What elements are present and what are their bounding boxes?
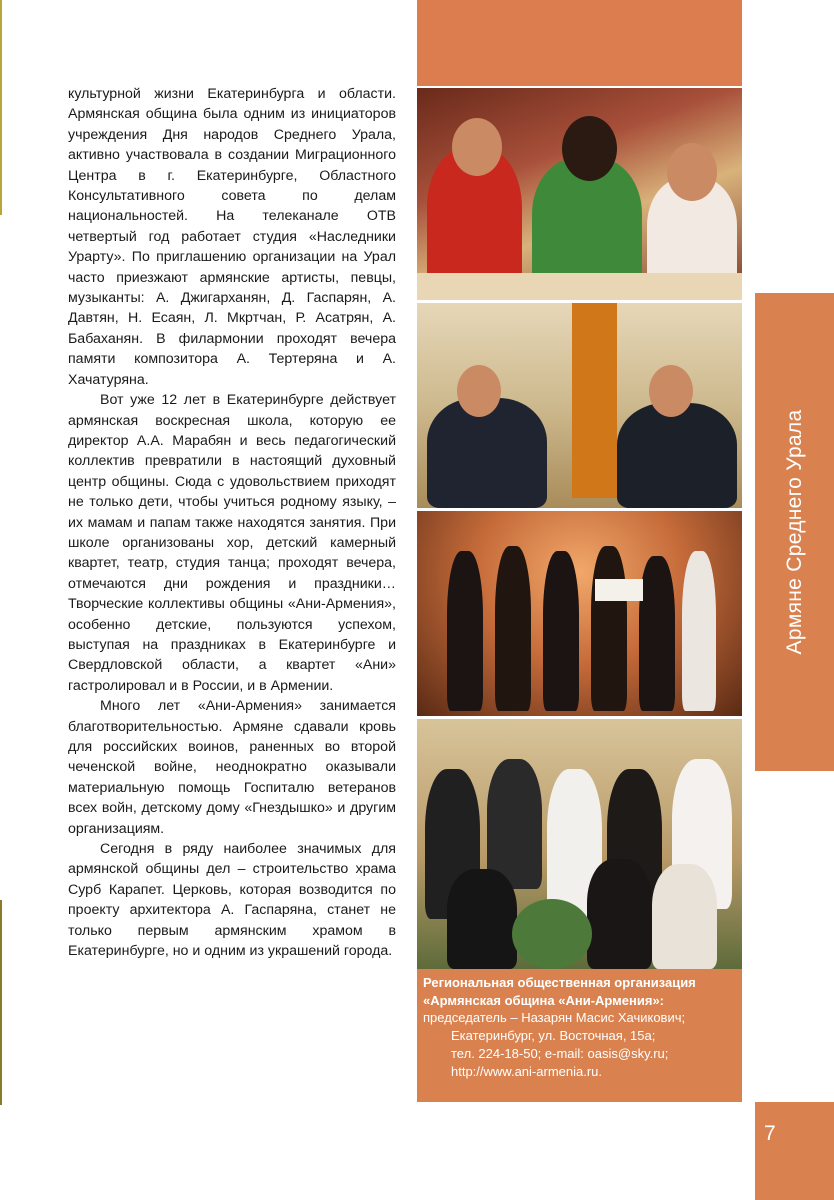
singer-3 [543, 551, 579, 711]
info-website: http://www.ani-armenia.ru. [451, 1064, 603, 1079]
singer-2 [495, 546, 531, 711]
section-side-tab [755, 293, 834, 771]
singer-5 [639, 556, 675, 711]
paragraph-4: Сегодня в ряду наиболее значимых для армянской общины дел – строительство храма Сурб Карапет. Церковь, которая возводится по проекту архитектора А. Гаспаряна, станет не только первым армянским храмом в Екатеринбурге, но и одним из украшений города. [68, 841, 396, 960]
organization-info-box [417, 969, 742, 1102]
top-color-bar [417, 0, 742, 86]
info-address: Екатеринбург, ул. Восточная, 15а; [451, 1028, 656, 1043]
table-surface [417, 273, 742, 300]
paragraph-1: культурной жизни Екатеринбурга и области. Армянская община была одним из инициаторов учреждения Дня народов Среднего Урала, активно участвовала в создании Миграционного Центра в г. Екатеринбурге, Областного Консультативного совета по делам национальностей. На телеканале ОТВ четвертый год работает студия «Наследники Урарту». По приглашению организации на Урал часто приезжают армянские артисты, певцы, музыканты: А. Джигарханян, Д. Гаспарян, А. Давтян, Н. Есаян, Л. Мкртчан, Р. Асатрян, А. Бабаханян. В филармонии проходят вечера памяти композитора А. Тертеряна и А. Хачатуряна. [68, 86, 396, 388]
info-title-line-1: Региональная общественная организация [423, 975, 696, 990]
photo-group-portrait [417, 719, 742, 969]
info-chairman: председатель – Назарян Масис Хачикович; [423, 1010, 686, 1025]
article-body [68, 84, 396, 961]
info-title-line-2: «Армянская община «Ани-Армения»: [423, 992, 665, 1008]
person-front-1 [447, 869, 517, 969]
flower-arrangement [512, 899, 592, 969]
paragraph-3: Много лет «Ани-Армения» занимается благотворительностью. Армяне сдавали кровь для российских воинов, раненных во второй чеченской войне, неоднократно оказывали материальную помощь Госпиталю ветеранов всех войн, детскому дому «Гнездышко» и другим организациям. [68, 698, 396, 837]
flag-shape [572, 303, 617, 498]
margin-rule-bottom [0, 900, 2, 1105]
paragraph-2: Вот уже 12 лет в Екатеринбурге действует армянская воскресная школа, которую ее директор А.А. Марабян и весь педагогический коллектив превратили в настоящий духовный центр общины. Сюда с удовольствием приходят не только дети, чтобы учиться родному языку, – их мамам и папам также находятся занятия. При школе организованы хор, детский камерный квартет, театр, студия танца; проходят вечера, отмечаются дни рождения и праздники… Творческие коллективы общины «Ани-Армения», особенно детские, пользуются успехом, выступая на праздниках в Екатеринбурге и Свердловской области, а квартет «Ани» гастролировал и в России, и в Армении. [68, 392, 396, 694]
figure-man-left-head [457, 365, 501, 417]
person-front-3 [652, 864, 717, 969]
singer-1 [447, 551, 483, 711]
figure-girl-white-head [667, 143, 717, 201]
page-number-box [755, 1102, 834, 1200]
singer-4 [591, 546, 627, 711]
photo-children-celebration [417, 88, 742, 300]
figure-man-right [617, 403, 737, 508]
photo-official-meeting [417, 303, 742, 508]
page-number: 7 [764, 1122, 776, 1145]
photo-choir-performance [417, 511, 742, 716]
section-title: Армяне Среднего Урала [782, 409, 806, 655]
margin-rule-top [0, 0, 2, 215]
info-contacts: тел. 224-18-50; e-mail: oasis@sky.ru; [451, 1046, 669, 1061]
singer-6 [682, 551, 716, 711]
figure-boy-head [452, 118, 502, 176]
figure-girl-hair [562, 116, 617, 181]
person-front-2 [587, 859, 652, 969]
music-stand [595, 579, 643, 601]
figure-man-right-head [649, 365, 693, 417]
